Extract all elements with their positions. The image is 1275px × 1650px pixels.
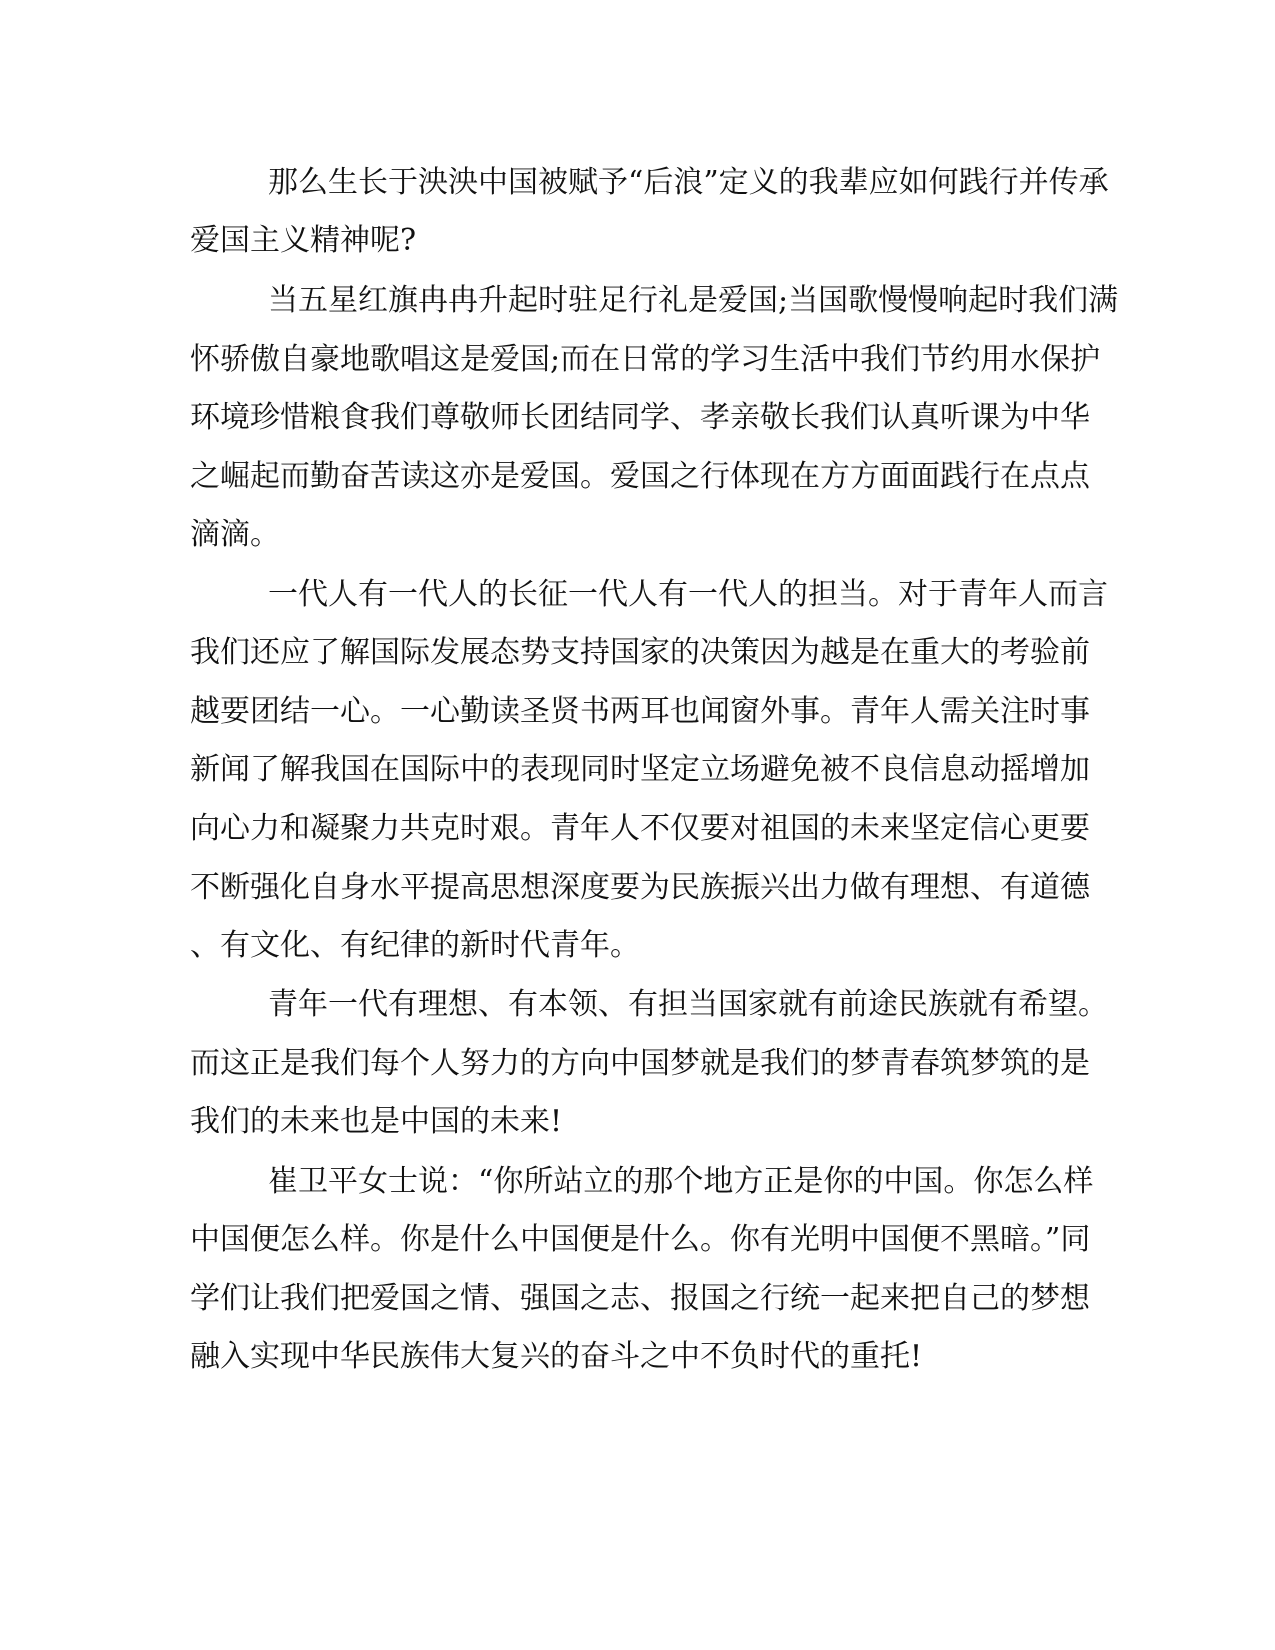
paragraph-3-line-4: 新闻了解我国在国际中的表现同时坚定立场避免被不良信息动摇增加 [190, 752, 1090, 787]
paragraph-2-line-4: 之崛起而勤奋苦读这亦是爱国。爱国之行体现在方方面面践行在点点 [190, 459, 1090, 494]
paragraph-3-line-3: 越要团结一心。一心勤读圣贤书两耳也闻窗外事。青年人需关注时事 [190, 694, 1090, 729]
paragraph-2-line-5: 滴滴。 [190, 517, 280, 552]
paragraph-5-line-3: 学们让我们把爱国之情、强国之志、报国之行统一起来把自己的梦想 [190, 1281, 1090, 1316]
paragraph-4-line-2: 而这正是我们每个人努力的方向中国梦就是我们的梦青春筑梦筑的是 [190, 1046, 1090, 1081]
paragraph-2-line-2: 怀骄傲自豪地歌唱这是爱国;而在日常的学习生活中我们节约用水保护 [190, 342, 1101, 377]
paragraph-5-line-2: 中国便怎么样。你是什么中国便是什么。你有光明中国便不黑暗。”同 [190, 1222, 1091, 1257]
paragraph-3-line-2: 我们还应了解国际发展态势支持国家的决策因为越是在重大的考验前 [190, 635, 1090, 670]
paragraph-2-line-1: 当五星红旗冉冉升起时驻足行礼是爱国;当国歌慢慢响起时我们满 [268, 283, 1119, 318]
paragraph-3-line-6: 不断强化自身水平提高思想深度要为民族振兴出力做有理想、有道德 [190, 870, 1090, 905]
paragraph-3-line-1: 一代人有一代人的长征一代人有一代人的担当。对于青年人而言 [268, 577, 1108, 612]
paragraph-2-line-3: 环境珍惜粮食我们尊敬师长团结同学、孝亲敬长我们认真听课为中华 [190, 400, 1090, 435]
paragraph-1-line-2: 爱国主义精神呢? [190, 223, 417, 258]
paragraph-5-line-4: 融入实现中华民族伟大复兴的奋斗之中不负时代的重托! [190, 1339, 923, 1374]
paragraph-4-line-1: 青年一代有理想、有本领、有担当国家就有前途民族就有希望。 [268, 987, 1108, 1022]
paragraph-3-line-7: 、有文化、有纪律的新时代青年。 [190, 928, 640, 963]
paragraph-5-line-1: 崔卫平女士说：“你所站立的那个地方正是你的中国。你怎么样 [268, 1164, 1094, 1199]
paragraph-3-line-5: 向心力和凝聚力共克时艰。青年人不仅要对祖国的未来坚定信心更要 [190, 811, 1090, 846]
paragraph-1-line-1: 那么生长于泱泱中国被赋予“后浪”定义的我辈应如何践行并传承 [268, 165, 1109, 200]
paragraph-4-line-3: 我们的未来也是中国的未来! [190, 1104, 563, 1139]
